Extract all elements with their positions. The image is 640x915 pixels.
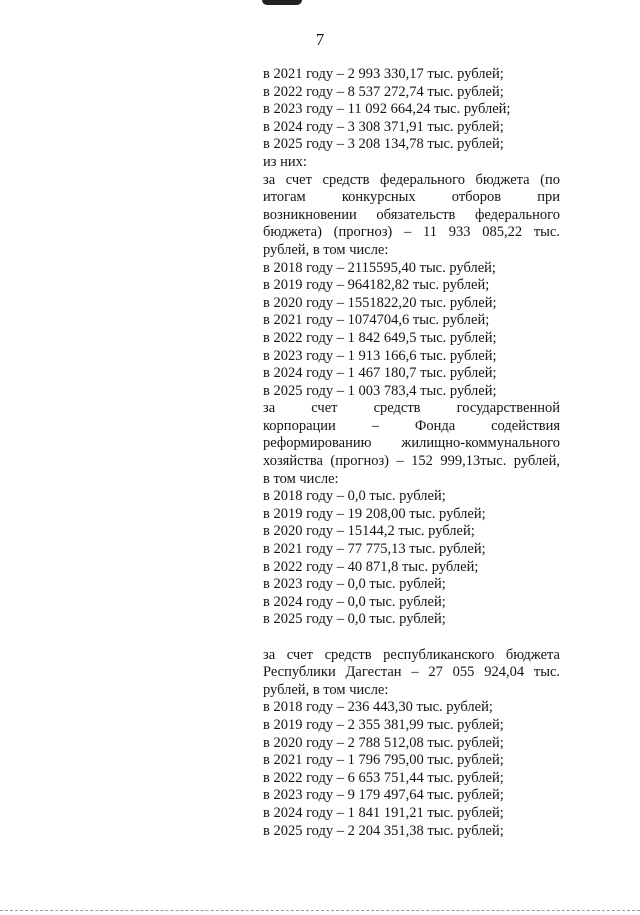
- fund-year-2018: в 2018 году – 0,0 тыс. рублей;: [263, 488, 446, 505]
- federal-heading-line-4: бюджета) (прогноз) – 11 933 085,22 тыс.: [263, 224, 560, 241]
- federal-year-2025: в 2025 году – 1 003 783,4 тыс. рублей;: [263, 382, 497, 399]
- federal-heading-line-3: возникновении обязательств федерального: [263, 206, 560, 223]
- page-number: 7: [315, 30, 325, 49]
- fund-paragraph: [263, 400, 560, 488]
- federal-year-2024: в 2024 году – 1 467 180,7 тыс. рублей;: [263, 365, 497, 382]
- republic-year-2022: в 2022 году – 6 653 751,44 тыс. рублей;: [263, 769, 504, 786]
- fund-year-2019: в 2019 году – 19 208,00 тыс. рублей;: [263, 505, 486, 522]
- fund-year-2021: в 2021 году – 77 775,13 тыс. рублей;: [263, 541, 486, 558]
- federal-year-2020: в 2020 году – 1551822,20 тыс. рублей;: [263, 294, 497, 311]
- federal-year-2021: в 2021 году – 1074704,6 тыс. рублей;: [263, 312, 490, 329]
- republic-heading-line-1: за счет средств республиканского бюджета: [263, 646, 560, 663]
- paragraph-gap: [263, 629, 560, 647]
- federal-budget-paragraph: [263, 172, 560, 260]
- republic-year-2023: в 2023 году – 9 179 497,64 тыс. рублей;: [263, 787, 504, 804]
- federal-year-2023: в 2023 году – 1 913 166,6 тыс. рублей;: [263, 347, 497, 364]
- fund-heading-line-3: реформированию жилищно-коммунального: [263, 435, 560, 452]
- fund-heading-line-4: хозяйства (прогноз) – 152 999,13тыс. рублей,: [263, 453, 560, 470]
- republic-year-2021: в 2021 году – 1 796 795,00 тыс. рублей;: [263, 752, 504, 769]
- republic-heading-line-2: Республики Дагестан – 27 055 924,04 тыс.: [263, 664, 560, 681]
- federal-year-2018: в 2018 году – 2115595,40 тыс. рублей;: [263, 259, 496, 276]
- of-them-label: из них:: [263, 153, 307, 170]
- total-year-2022: в 2022 году – 8 537 272,74 тыс. рублей;: [263, 83, 504, 100]
- total-year-2024: в 2024 году – 3 308 371,91 тыс. рублей;: [263, 118, 504, 135]
- republic-year-2020: в 2020 году – 2 788 512,08 тыс. рублей;: [263, 734, 504, 751]
- fund-heading-line-5: в том числе:: [263, 470, 339, 487]
- federal-heading-line-1: за счет средств федерального бюджета (по: [263, 171, 560, 188]
- fund-heading-line-1: за счет средств государственной: [263, 400, 560, 417]
- total-year-2023: в 2023 году – 11 092 664,24 тыс. рублей;: [263, 101, 511, 118]
- republic-year-2024: в 2024 году – 1 841 191,21 тыс. рублей;: [263, 804, 504, 821]
- scan-binding-mark: [262, 0, 302, 5]
- fund-year-2020: в 2020 году – 15144,2 тыс. рублей;: [263, 523, 475, 540]
- federal-year-2019: в 2019 году – 964182,82 тыс. рублей;: [263, 277, 490, 294]
- document-body: [263, 66, 560, 840]
- republic-year-2018: в 2018 году – 236 443,30 тыс. рублей;: [263, 699, 493, 716]
- total-year-2021: в 2021 году – 2 993 330,17 тыс. рублей;: [263, 66, 504, 82]
- republic-heading-line-3: рублей, в том числе:: [263, 681, 389, 698]
- federal-year-2022: в 2022 году – 1 842 649,5 тыс. рублей;: [263, 329, 497, 346]
- fund-year-2024: в 2024 году – 0,0 тыс. рублей;: [263, 593, 446, 610]
- scan-edge-line: [0, 910, 640, 915]
- republic-year-2019: в 2019 году – 2 355 381,99 тыс. рублей;: [263, 716, 504, 733]
- fund-heading-line-2: корпорации – Фонда содействия: [263, 417, 560, 434]
- federal-heading-line-5: рублей, в том числе:: [263, 241, 389, 258]
- fund-year-2025: в 2025 году – 0,0 тыс. рублей;: [263, 611, 446, 628]
- fund-year-2023: в 2023 году – 0,0 тыс. рублей;: [263, 576, 446, 593]
- republic-budget-paragraph: [263, 647, 560, 700]
- total-year-2025: в 2025 году – 3 208 134,78 тыс. рублей;: [263, 136, 504, 153]
- republic-year-2025: в 2025 году – 2 204 351,38 тыс. рублей;: [263, 822, 504, 839]
- fund-year-2022: в 2022 году – 40 871,8 тыс. рублей;: [263, 558, 479, 575]
- federal-heading-line-2: итогам конкурсных отборов при: [263, 189, 560, 206]
